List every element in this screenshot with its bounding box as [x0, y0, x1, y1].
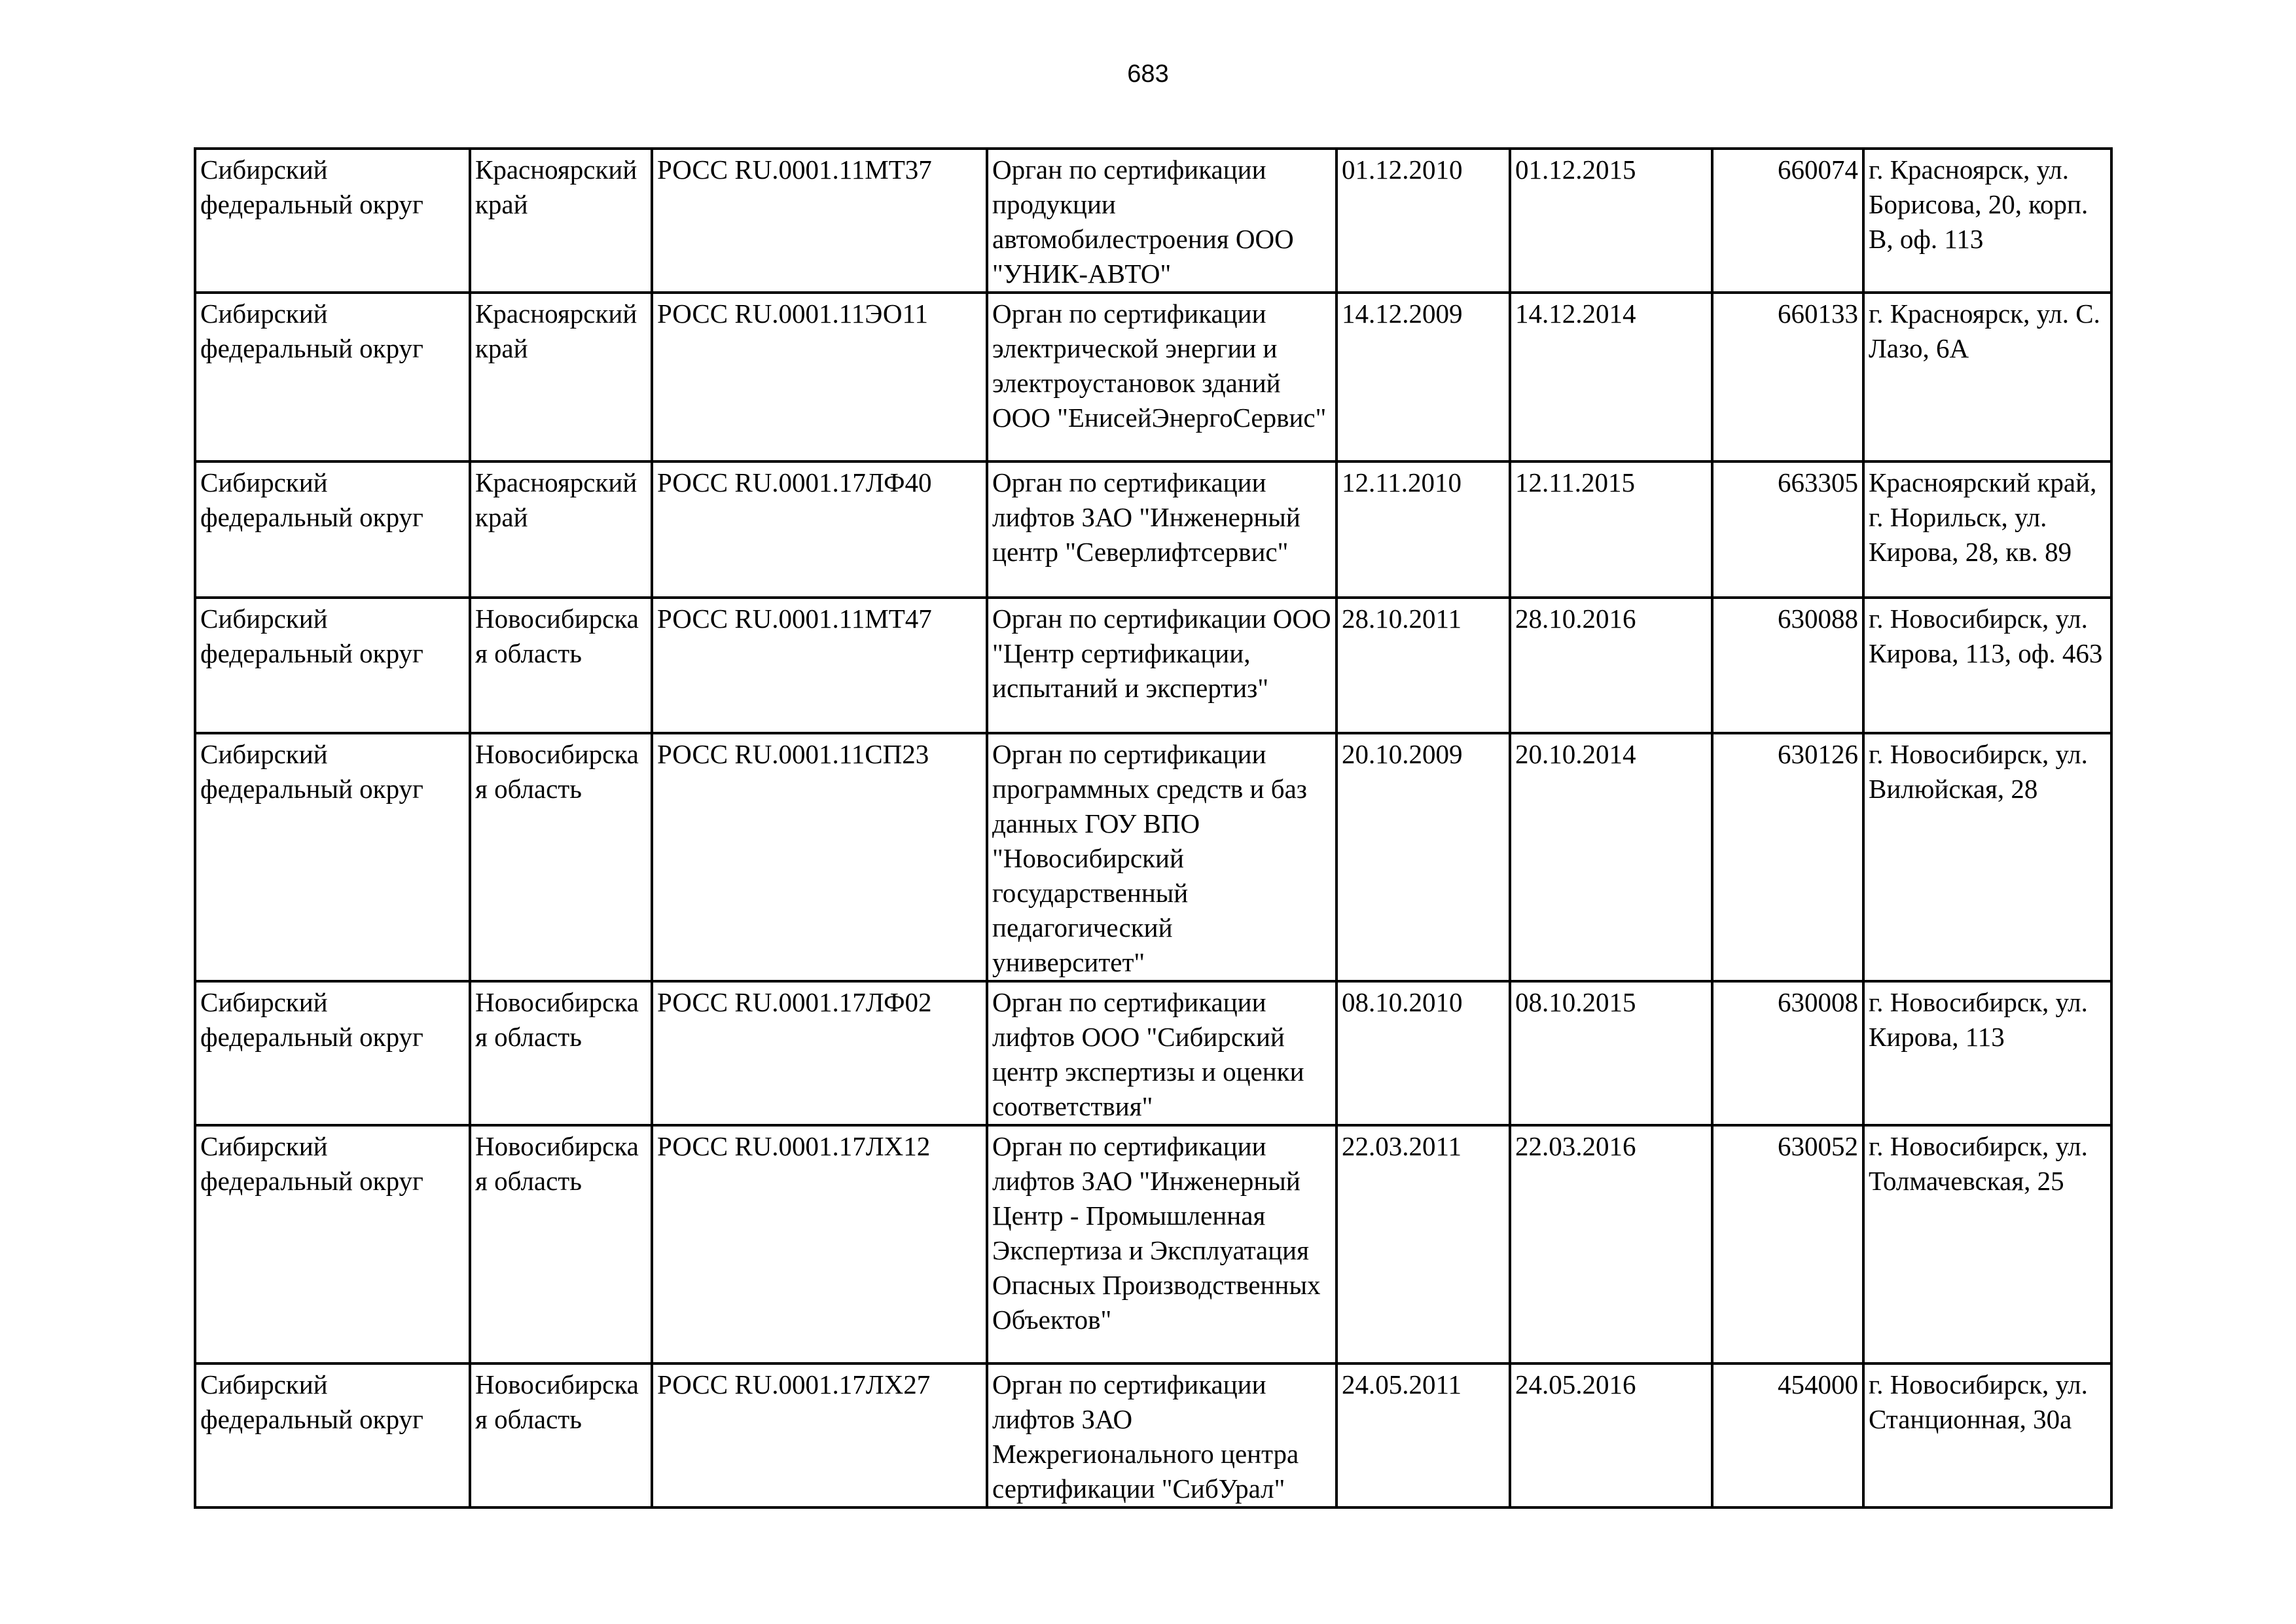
date-to-cell: 22.03.2016 — [1510, 1125, 1712, 1363]
table-row — [195, 293, 2111, 461]
table-row — [195, 733, 2111, 981]
date-to-cell: 24.05.2016 — [1510, 1363, 1712, 1507]
region-cell: Новосибирская область — [470, 733, 652, 981]
address-cell: г. Красноярск, ул. С. Лазо, 6А — [1863, 293, 2111, 461]
postcode-cell: 660133 — [1712, 293, 1863, 461]
address-cell: г. Новосибирск, ул. Вилюйская, 28 — [1863, 733, 2111, 981]
district-cell: Сибирский федеральный округ — [195, 733, 470, 981]
address-cell: г. Новосибирск, ул. Толмачевская, 25 — [1863, 1125, 2111, 1363]
table-row — [195, 461, 2111, 598]
table-row — [195, 1363, 2111, 1507]
certification-body-cell: Орган по сертификации лифтов ООО "Сибирский центр экспертизы и оценки соответствия" — [987, 981, 1336, 1125]
date-to-cell: 12.11.2015 — [1510, 461, 1712, 598]
region-cell: Новосибирская область — [470, 1125, 652, 1363]
date-from-cell: 22.03.2011 — [1336, 1125, 1510, 1363]
region-cell: Красноярский край — [470, 293, 652, 461]
postcode-cell: 630126 — [1712, 733, 1863, 981]
date-from-cell: 24.05.2011 — [1336, 1363, 1510, 1507]
date-to-cell: 08.10.2015 — [1510, 981, 1712, 1125]
certification-body-cell: Орган по сертификации программных средств и баз данных ГОУ ВПО "Новосибирский государственный педагогический университет" — [987, 733, 1336, 981]
postcode-cell: 630008 — [1712, 981, 1863, 1125]
date-from-cell: 08.10.2010 — [1336, 981, 1510, 1125]
certification-body-cell: Орган по сертификации лифтов ЗАО Межрегионального центра сертификации "СибУрал" — [987, 1363, 1336, 1507]
certification-body-cell: Орган по сертификации электрической энергии и электроустановок зданий ООО "ЕнисейЭнергоСервис" — [987, 293, 1336, 461]
postcode-cell: 454000 — [1712, 1363, 1863, 1507]
address-cell: г. Новосибирск, ул. Станционная, 30а — [1863, 1363, 2111, 1507]
certificate-code-cell: РОСС RU.0001.17ЛХ27 — [652, 1363, 987, 1507]
address-cell: Красноярский край, г. Норильск, ул. Кирова, 28, кв. 89 — [1863, 461, 2111, 598]
certification-body-cell: Орган по сертификации лифтов ЗАО "Инженерный центр "Северлифтсервис" — [987, 461, 1336, 598]
region-cell: Красноярский край — [470, 461, 652, 598]
postcode-cell: 630052 — [1712, 1125, 1863, 1363]
certificate-code-cell: РОСС RU.0001.11МТ37 — [652, 149, 987, 293]
region-cell: Красноярский край — [470, 149, 652, 293]
certification-body-cell: Орган по сертификации ООО "Центр сертификации, испытаний и экспертиз" — [987, 598, 1336, 733]
postcode-cell: 663305 — [1712, 461, 1863, 598]
certification-body-cell: Орган по сертификации лифтов ЗАО "Инженерный Центр - Промышленная Экспертиза и Эксплуатация Опасных Производственных Объектов" — [987, 1125, 1336, 1363]
district-cell: Сибирский федеральный округ — [195, 461, 470, 598]
postcode-cell: 630088 — [1712, 598, 1863, 733]
region-cell: Новосибирская область — [470, 598, 652, 733]
certificate-code-cell: РОСС RU.0001.17ЛФ40 — [652, 461, 987, 598]
postcode-cell: 660074 — [1712, 149, 1863, 293]
district-cell: Сибирский федеральный округ — [195, 598, 470, 733]
certificate-code-cell: РОСС RU.0001.17ЛФ02 — [652, 981, 987, 1125]
page-number: 683 — [1127, 60, 1169, 88]
certificate-code-cell: РОСС RU.0001.11СП23 — [652, 733, 987, 981]
table-row — [195, 149, 2111, 293]
date-to-cell: 20.10.2014 — [1510, 733, 1712, 981]
district-cell: Сибирский федеральный округ — [195, 149, 470, 293]
certificate-code-cell: РОСС RU.0001.17ЛХ12 — [652, 1125, 987, 1363]
date-to-cell: 28.10.2016 — [1510, 598, 1712, 733]
table-row — [195, 598, 2111, 733]
date-from-cell: 20.10.2009 — [1336, 733, 1510, 981]
table-row — [195, 981, 2111, 1125]
date-from-cell: 12.11.2010 — [1336, 461, 1510, 598]
date-from-cell: 01.12.2010 — [1336, 149, 1510, 293]
date-from-cell: 28.10.2011 — [1336, 598, 1510, 733]
district-cell: Сибирский федеральный округ — [195, 981, 470, 1125]
certificate-code-cell: РОСС RU.0001.11МТ47 — [652, 598, 987, 733]
district-cell: Сибирский федеральный округ — [195, 1125, 470, 1363]
certification-body-cell: Орган по сертификации продукции автомобилестроения ООО "УНИК-АВТО" — [987, 149, 1336, 293]
date-to-cell: 01.12.2015 — [1510, 149, 1712, 293]
certificate-code-cell: РОСС RU.0001.11ЭО11 — [652, 293, 987, 461]
date-from-cell: 14.12.2009 — [1336, 293, 1510, 461]
address-cell: г. Новосибирск, ул. Кирова, 113, оф. 463 — [1863, 598, 2111, 733]
address-cell: г. Красноярск, ул. Борисова, 20, корп. В, оф. 113 — [1863, 149, 2111, 293]
region-cell: Новосибирская область — [470, 1363, 652, 1507]
address-cell: г. Новосибирск, ул. Кирова, 113 — [1863, 981, 2111, 1125]
district-cell: Сибирский федеральный округ — [195, 1363, 470, 1507]
date-to-cell: 14.12.2014 — [1510, 293, 1712, 461]
table-row — [195, 1125, 2111, 1363]
district-cell: Сибирский федеральный округ — [195, 293, 470, 461]
region-cell: Новосибирская область — [470, 981, 652, 1125]
certification-bodies-table — [194, 147, 2113, 1509]
